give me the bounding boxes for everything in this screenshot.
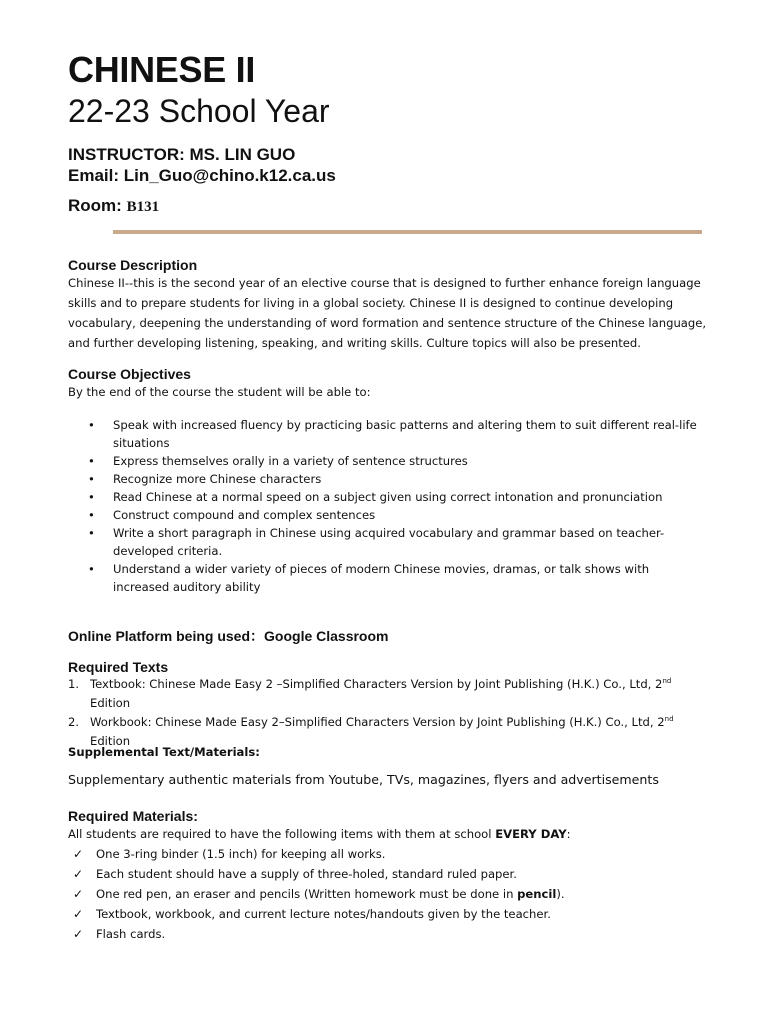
course-description-line: and further developing listening, speaking, and writing skills. Culture topics will also be presented.: [68, 336, 641, 350]
list-item: • Construct compound and complex sentences: [88, 508, 376, 522]
list-item: ✓ One 3-ring binder (1.5 inch) for keeping all works.: [68, 844, 708, 864]
course-description-section: [68, 257, 708, 353]
list-item: • Read Chinese at a normal speed on a subject given using correct intonation and pronunciation: [88, 490, 663, 504]
materials-list: [68, 844, 708, 944]
list-item: ✓ Flash cards.: [68, 924, 708, 944]
required-materials-title: Required Materials:: [68, 808, 198, 824]
supplemental-title: Supplemental Text/Materials:: [68, 745, 260, 759]
header: [68, 50, 708, 218]
list-item: • Speak with increased fluency by practicing basic patterns and altering them to suit different real-life situations: [88, 418, 697, 450]
list-item: ✓ Textbook, workbook, and current lecture notes/handouts given by the teacher.: [68, 904, 708, 924]
list-item: • Understand a wider variety of pieces of modern Chinese movies, dramas, or talk shows with increased auditory ability: [88, 562, 650, 594]
room-line: [68, 195, 708, 218]
required-materials-section: [68, 808, 708, 944]
list-item: • Recognize more Chinese characters: [88, 472, 322, 486]
course-objectives-section: [68, 366, 708, 596]
required-texts-title: Required Texts: [68, 659, 169, 675]
list-item: 2. Workbook: Chinese Made Easy 2–Simplified Characters Version by Joint Publishing (H.K.) Co., Ltd, 2nd Edition: [68, 715, 674, 748]
checkmark-icon: ✓: [73, 927, 84, 941]
checkmark-icon: ✓: [73, 887, 84, 901]
online-platform: Online Platform being used：Google Classroom: [68, 628, 389, 644]
list-item: ✓ One red pen, an eraser and pencils (Written homework must be done in pencil).: [68, 884, 708, 904]
room-label: Room:: [68, 196, 122, 215]
school-year: 22-23 School Year: [68, 93, 330, 129]
course-objectives-title: Course Objectives: [68, 366, 191, 382]
checkmark-icon: ✓: [73, 907, 84, 921]
list-item: • Write a short paragraph in Chinese using acquired vocabulary and grammar based on teacher-developed criteria.: [88, 526, 665, 558]
checkmark-icon: ✓: [73, 867, 84, 881]
course-description-line: Chinese II--this is the second year of an elective course that is designed to further enhance foreign language: [68, 276, 701, 290]
objectives-list: [68, 416, 708, 596]
list-item: ✓ Each student should have a supply of three-holed, standard ruled paper.: [68, 864, 708, 884]
required-materials-intro: All students are required to have the following items with them at school EVERY DAY:: [68, 827, 571, 841]
checkmark-icon: ✓: [73, 847, 84, 861]
course-description-line: vocabulary, deepening the understanding of word formation and sentence structure of the Chinese language,: [68, 316, 707, 330]
course-description-title: Course Description: [68, 257, 198, 273]
supplemental-text: Supplementary authentic materials from Youtube, TVs, magazines, flyers and advertisements: [68, 772, 659, 787]
supplemental-section: [68, 742, 708, 790]
page-title: CHINESE II: [68, 49, 256, 90]
header-divider: [113, 230, 702, 234]
instructor-email: Email: Lin_Guo@chino.k12.ca.us: [68, 166, 336, 185]
course-description-line: skills and to prepare students for living in a global society. Chinese II is designed to continue developing: [68, 296, 674, 310]
room-value: B131: [126, 199, 160, 215]
required-texts-list: [68, 675, 708, 751]
list-item: • Express themselves orally in a variety of sentence structures: [88, 454, 468, 468]
instructor-name: INSTRUCTOR: MS. LIN GUO: [68, 145, 296, 164]
required-texts-section: [68, 659, 708, 751]
course-objectives-intro: By the end of the course the student will be able to:: [68, 385, 371, 399]
list-item: 1. Textbook: Chinese Made Easy 2 –Simplified Characters Version by Joint Publishing (H.K.) Co., Ltd, 2nd Edition: [68, 677, 672, 710]
